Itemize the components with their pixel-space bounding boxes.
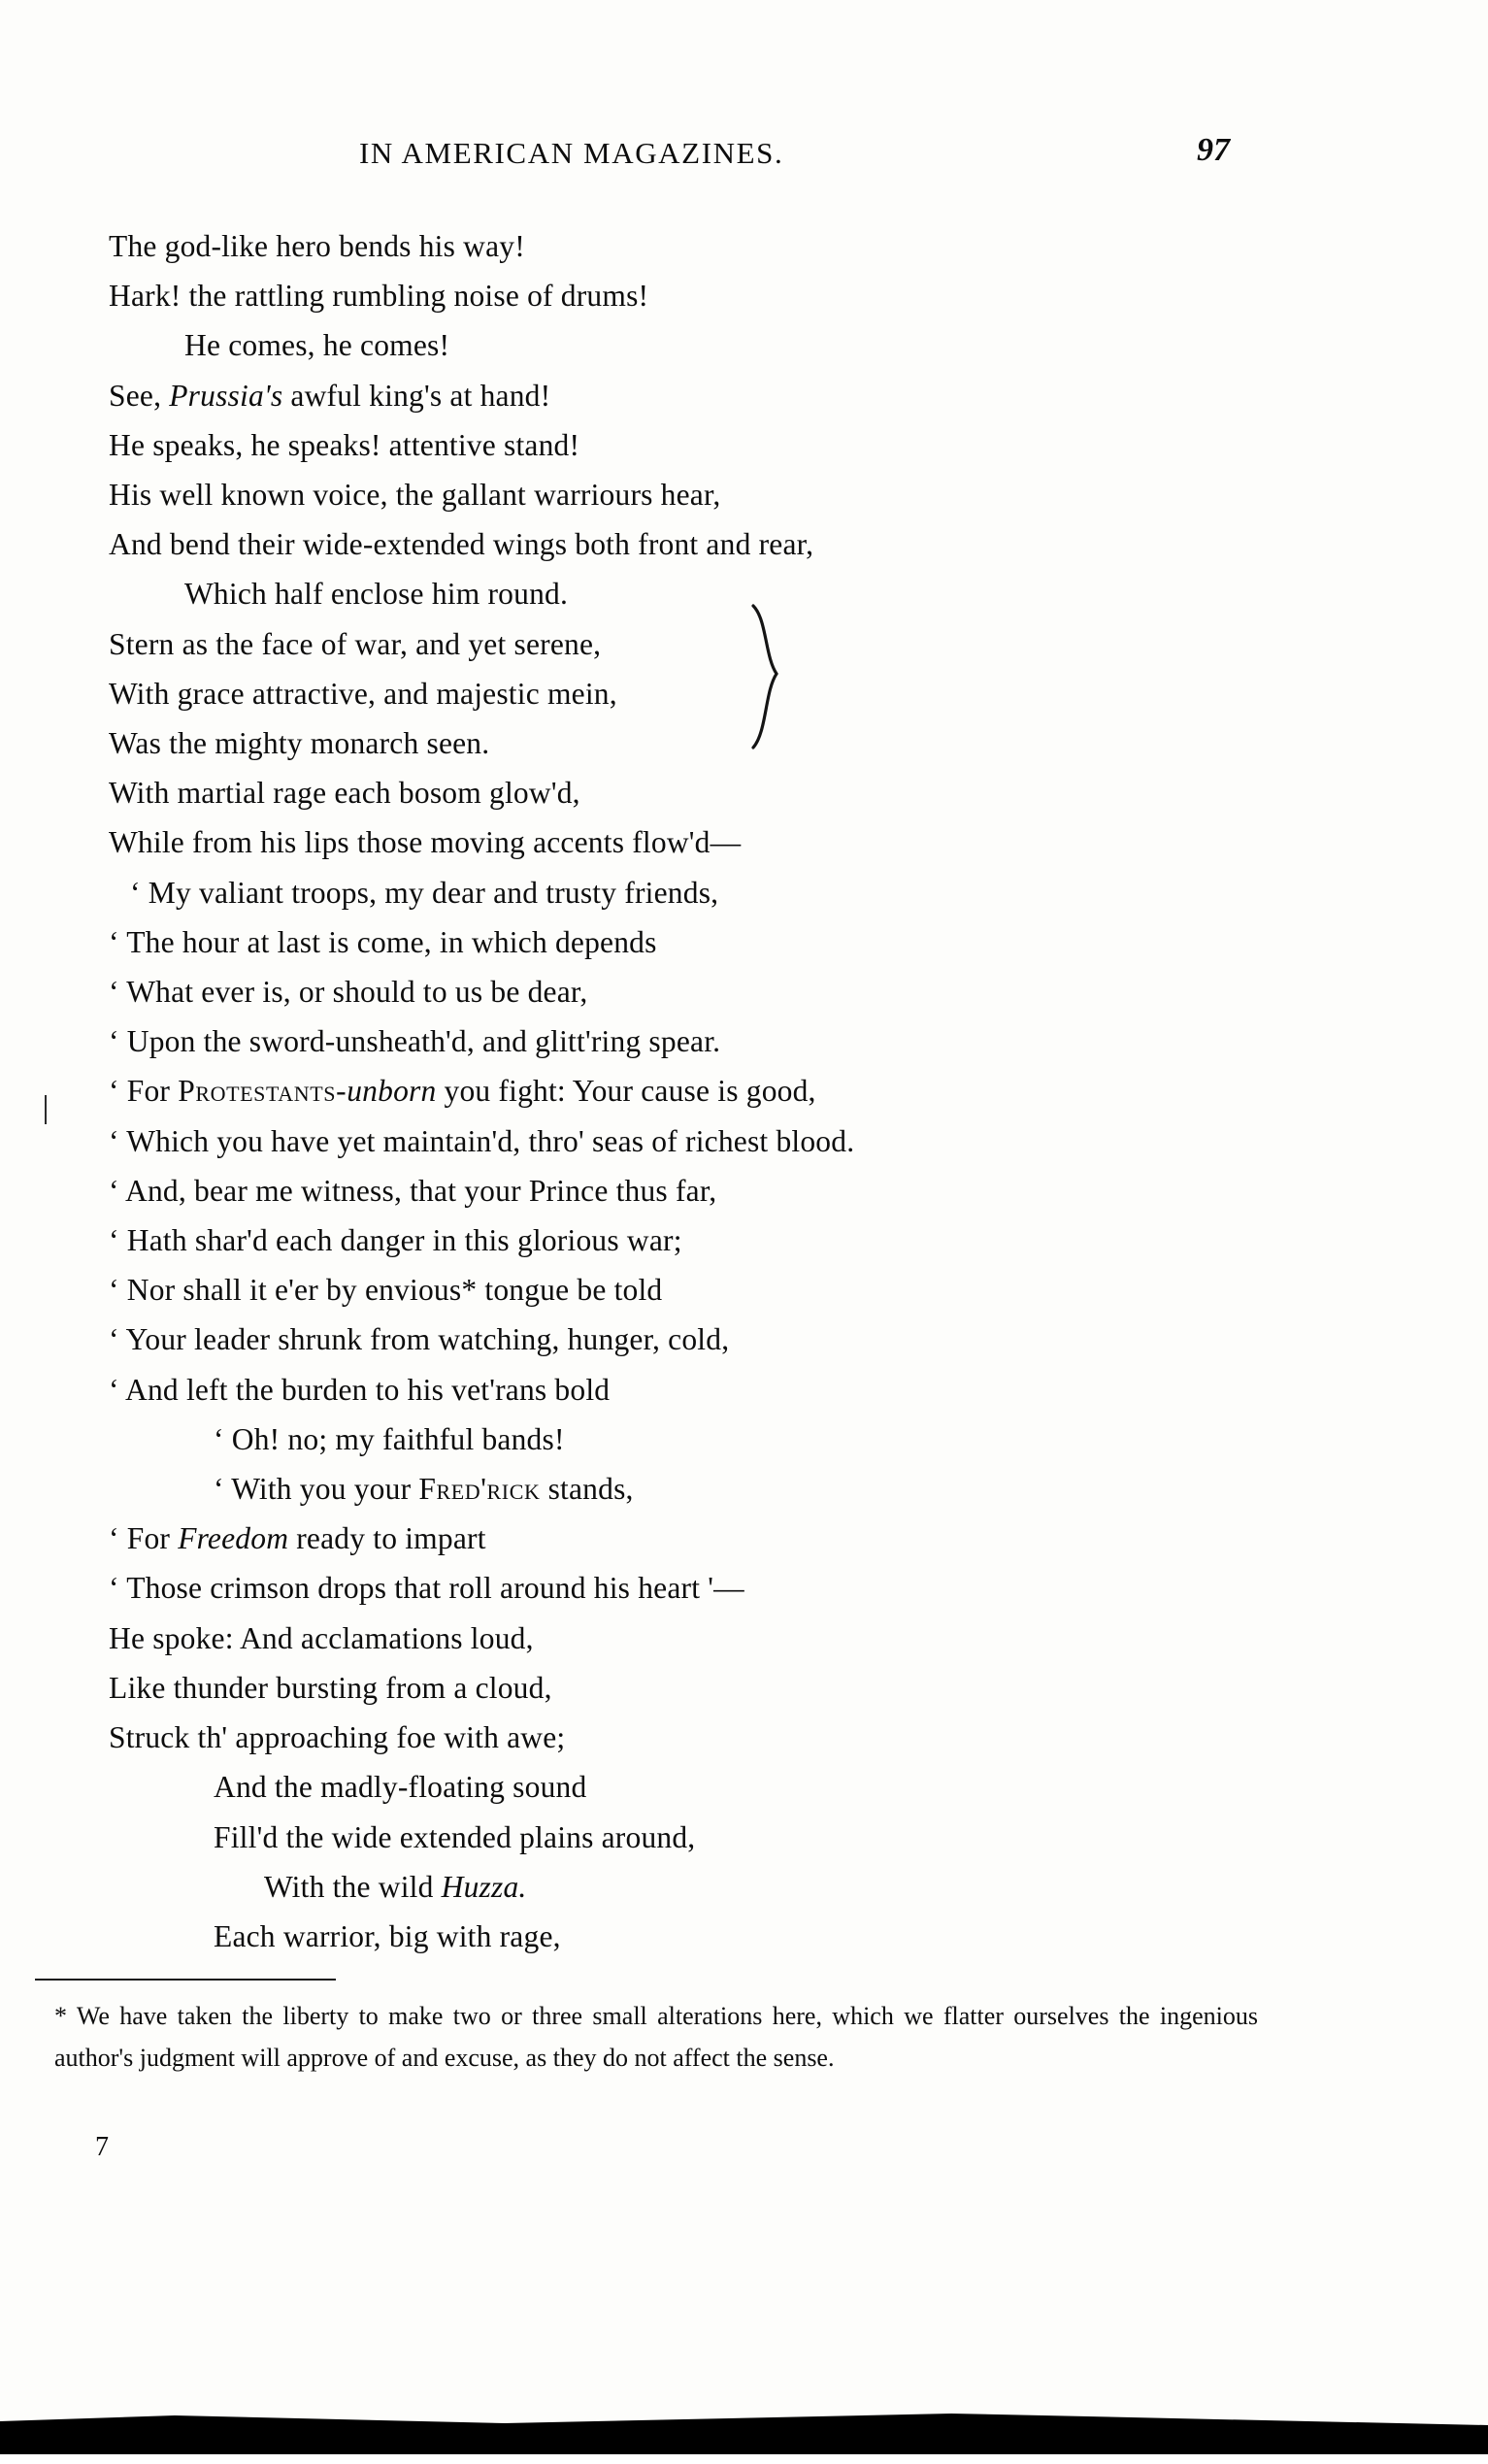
poem-line: And the madly-floating sound (214, 1770, 587, 1805)
poem-line: While from his lips those moving accents flow'd— (109, 825, 742, 860)
poem-line: ‘ For Protestants-unborn you fight: Your cause is good, (109, 1074, 816, 1109)
poem-line: His well known voice, the gallant warriours hear, (109, 478, 721, 513)
poem-line: ‘ Those crimson drops that roll around his heart '— (109, 1571, 744, 1606)
poem-line: Stern as the face of war, and yet serene, (109, 626, 602, 661)
signature-mark: 7 (95, 2132, 109, 2162)
poem-line: He speaks, he speaks! attentive stand! (109, 427, 580, 462)
poem-line: He spoke: And acclamations loud, (109, 1620, 534, 1655)
poem-line: ‘ My valiant troops, my dear and trusty friends, (130, 875, 719, 910)
poem-body (109, 221, 1390, 1961)
poem-line: With grace attractive, and majestic mein, (109, 676, 617, 711)
poem-line: ‘ Upon the sword-unsheath'd, and glitt'ring spear. (109, 1024, 721, 1059)
poem-line: ‘ Nor shall it e'er by envious* tongue be told (109, 1273, 663, 1308)
poem-line: Was the mighty monarch seen. (109, 726, 490, 761)
poem-line: With the wild Huzza. (264, 1869, 527, 1904)
poem-line: And bend their wide-extended wings both front and rear, (109, 527, 814, 562)
poem-line: ‘ Hath shar'd each danger in this glorious war; (109, 1223, 682, 1258)
footnote (54, 1995, 1258, 2079)
poem-line: ‘ With you your Fred'rick stands, (214, 1472, 634, 1507)
poem-line: ‘ And left the burden to his vet'rans bold (109, 1372, 611, 1407)
page-number: 97 (1197, 132, 1230, 168)
poem-line: ‘ The hour at last is come, in which depends (109, 924, 657, 959)
poem-line: See, Prussia's awful king's at hand! (109, 378, 551, 413)
footnote-text: We have taken the liberty to make two or three small alterations here, which we flatter ourselves the ingenious author's judgment will approve of and excuse, as they do not affect the sense. (54, 2002, 1259, 2072)
poem-line: ‘ And, bear me witness, that your Prince thus far, (109, 1173, 717, 1208)
poem-line: Hark! the rattling rumbling noise of drums! (109, 279, 649, 314)
poem-line: ‘ Oh! no; my faithful bands! (214, 1421, 565, 1456)
scan-edge-white (0, 2454, 1488, 2464)
poem-line: He comes, he comes! (184, 328, 450, 363)
poem-line: With martial rage each bosom glow'd, (109, 776, 580, 811)
poem-line: Which half enclose him round. (184, 577, 569, 612)
poem-line: Each warrior, big with rage, (214, 1918, 561, 1953)
poem-line: ‘ Which you have yet maintain'd, thro' seas of richest blood. (109, 1123, 855, 1158)
poem-line: Struck th' approaching foe with awe; (109, 1720, 566, 1755)
poem-line: Fill'd the wide extended plains around, (214, 1819, 696, 1854)
margin-tick-mark (45, 1095, 47, 1124)
poem-line: ‘ What ever is, or should to us be dear, (109, 975, 588, 1010)
footnote-separator-rule (35, 1979, 336, 1981)
poem-line: ‘ For Freedom ready to impart (109, 1521, 486, 1556)
running-head (0, 132, 1488, 181)
poem-line: ‘ Your leader shrunk from watching, hunger, cold, (109, 1322, 730, 1357)
running-head-title: IN AMERICAN MAGAZINES. (359, 136, 784, 170)
poem-line: The god-like hero bends his way! (109, 229, 525, 263)
footnote-marker: * (54, 2002, 67, 2030)
poem-line: Like thunder bursting from a cloud, (109, 1670, 552, 1705)
